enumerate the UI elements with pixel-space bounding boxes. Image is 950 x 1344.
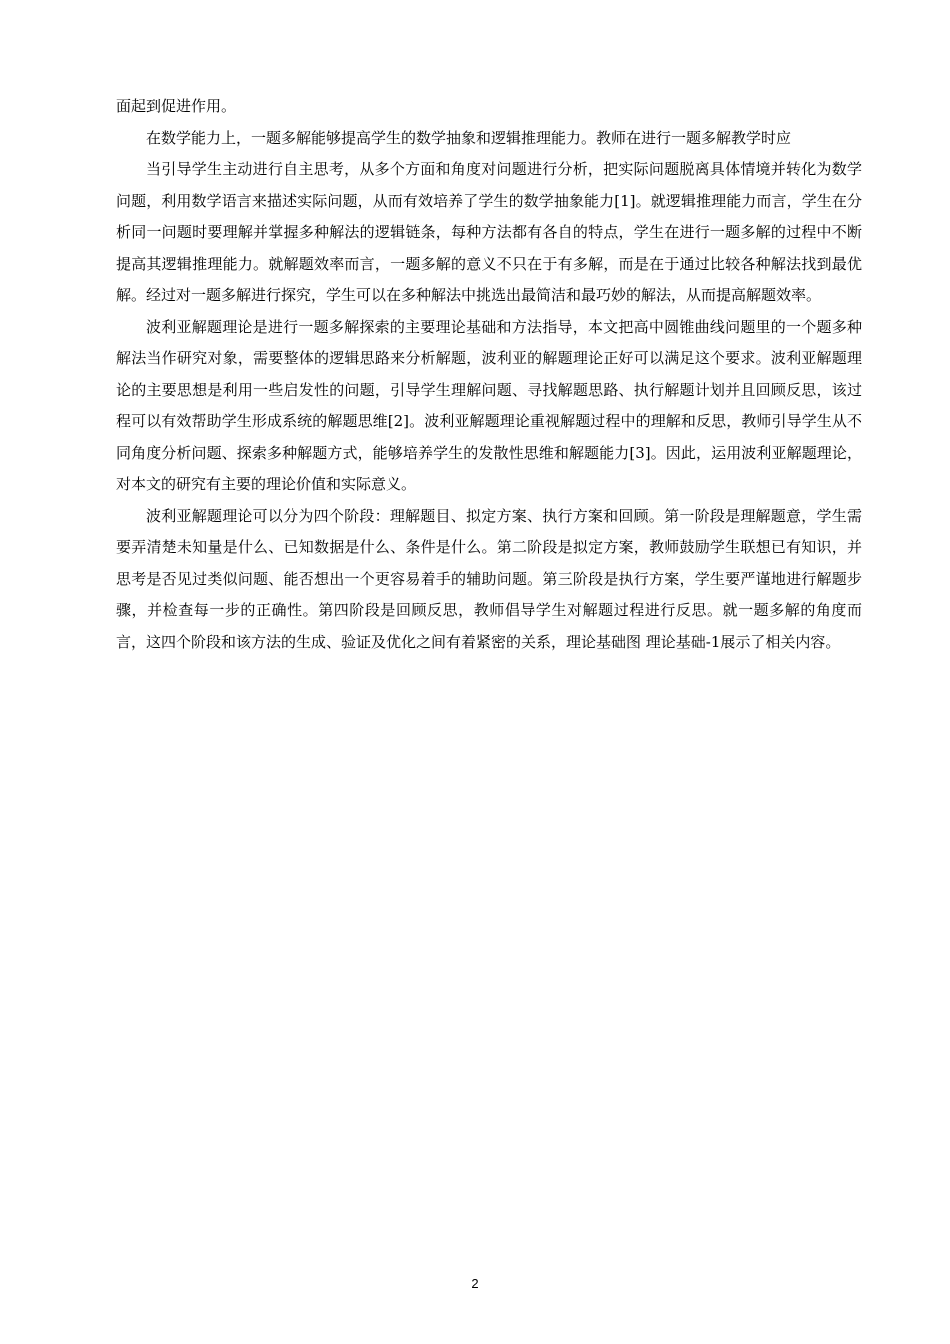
paragraph-continuation: 面起到促进作用。	[116, 97, 237, 115]
paragraph-polya-theory: 波利亚解题理论是进行一题多解探索的主要理论基础和方法指导，本文把高中圆锥曲线问题里的一个题多种解法当作研究对象，需要整体的逻辑思路来分析解题，波利亚的解题理论正好可以满足这个要求。波利亚解题理论的主要思想是利用一些启发性的问题，引导学生理解问题、寻找解题思路、执行解题计划并且回顾反思，该过程可以有效帮助学生形成系统的解题思维[2]。波利亚解题理论重视解题过程中的理解和反思，教师引导学生从不同角度分析问题、探索多种解题方式，能够培养学生的发散性思维和解题能力[3]。因此，运用波利亚解题理论，对本文的研究有主要的理论价值和实际意义。	[116, 317, 862, 493]
page-number: 2	[471, 1276, 479, 1291]
paragraph-guidance: 当引导学生主动进行自主思考，从多个方面和角度对问题进行分析，把实际问题脱离具体情境并转化为数学问题，利用数学语言来描述实际问题，从而有效培养了学生的数学抽象能力[1]。就逻辑推理能力而言，学生在分析同一问题时要理解并掌握多种解法的逻辑链条，每种方法都有各自的特点，学生在进行一题多解的过程中不断提高其逻辑推理能力。就解题效率而言，一题多解的意义不只在于有多解，而是在于通过比较各种解法找到最优解。经过对一题多解进行探究，学生可以在多种解法中挑选出最简洁和最巧妙的解法，从而提高解题效率。	[116, 160, 862, 304]
paragraph-four-stages: 波利亚解题理论可以分为四个阶段：理解题目、拟定方案、执行方案和回顾。第一阶段是理解题意，学生需要弄清楚未知量是什么、已知数据是什么、条件是什么。第二阶段是拟定方案，教师鼓励学生联想已有知识，并思考是否见过类似问题、能否想出一个更容易着手的辅助问题。第三阶段是执行方案，学生要严谨地进行解题步骤，并检查每一步的正确性。第四阶段是回顾反思，教师倡导学生对解题过程进行反思。就一题多解的角度而言，这四个阶段和该方法的生成、验证及优化之间有着紧密的关系，理论基础图 理论基础-1展示了相关内容。	[116, 506, 862, 651]
body-text	[116, 91, 862, 658]
paragraph-math-ability: 在数学能力上，一题多解能够提高学生的数学抽象和逻辑推理能力。教师在进行一题多解教学时应	[146, 128, 792, 147]
